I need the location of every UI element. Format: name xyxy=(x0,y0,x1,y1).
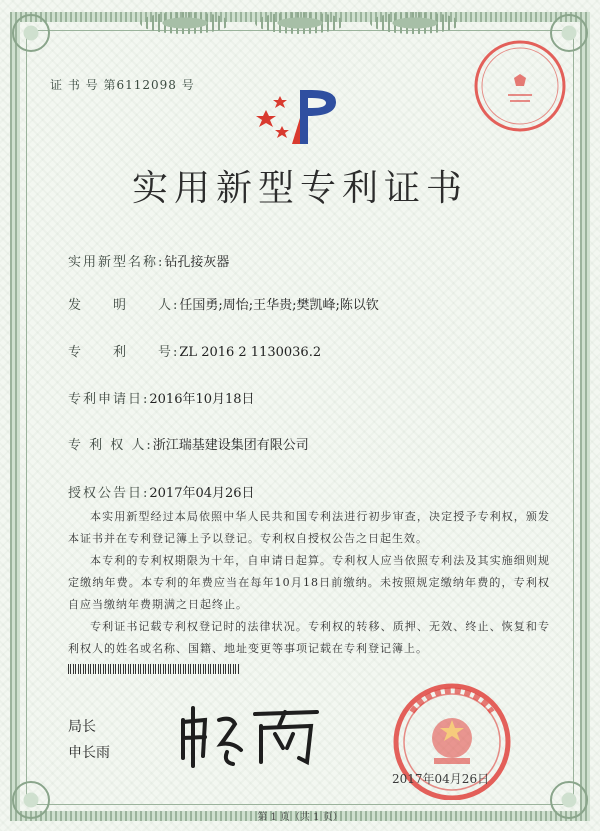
barcode xyxy=(68,664,240,674)
field-patent-number xyxy=(68,341,321,360)
field-value: 任国勇;周怡;王华贵;樊凯峰;陈以钦 xyxy=(179,298,379,313)
field-label: 发 明 人: xyxy=(68,298,180,313)
cnipa-logo-icon xyxy=(252,82,352,152)
signature-name: 申长雨 xyxy=(68,745,110,761)
handwritten-signature xyxy=(175,700,325,770)
top-ornament xyxy=(255,12,345,34)
top-ornament xyxy=(140,12,230,34)
field-value: 2017年04月26日 xyxy=(149,486,255,501)
field-label: 专利申请日: xyxy=(68,392,150,407)
signature-title: 局长 xyxy=(68,719,96,735)
field-patentee xyxy=(68,434,309,453)
field-value: 2016年10月18日 xyxy=(149,392,255,407)
body-paragraph: 专利证书记载专利权登记时的法律状况。专利权的转移、质押、无效、终止、恢复和专利权人的姓名或名称、国籍、地址变更等事项记载在专利登记簿上。 xyxy=(68,620,550,655)
field-grant-announcement-date xyxy=(68,482,255,501)
field-inventors xyxy=(68,294,379,313)
field-value: ZL 2016 2 1130036.2 xyxy=(179,345,322,360)
small-seal-icon xyxy=(472,38,568,134)
grant-date: 2017年04月26日 xyxy=(392,772,490,786)
certificate-body xyxy=(68,506,550,660)
field-utility-model-name xyxy=(68,251,229,270)
field-label: 专 利 权 人: xyxy=(68,438,153,453)
field-application-date xyxy=(68,388,255,407)
field-label: 实用新型名称: xyxy=(68,255,165,270)
field-label: 专 利 号: xyxy=(68,345,180,360)
top-ornament xyxy=(370,12,460,34)
body-paragraph: 本实用新型经过本局依照中华人民共和国专利法进行初步审查，决定授予专利权，颁发本证书并在专利登记簿上予以登记。专利权自授权公告之日起生效。 xyxy=(68,510,550,545)
certificate-number: 证 书 号 第6112098 号 xyxy=(50,78,195,92)
field-value: 浙江瑞基建设集团有限公司 xyxy=(152,438,309,453)
field-value: 钻孔接灰器 xyxy=(164,255,230,270)
certificate-title: 实用新型专利证书 xyxy=(131,168,468,209)
corner-ornament xyxy=(12,14,50,52)
page-footer: 第 1 页（共 1 页） xyxy=(257,812,343,823)
field-label: 授权公告日: xyxy=(68,486,150,501)
body-paragraph: 本专利的专利权期限为十年，自申请日起算。专利权人应当依照专利法及其实施细则规定缴纳年费。本专利的年费应当在每年10月18日前缴纳。未按照规定缴纳年费的，专利权自应当缴纳年费期满之日起终止。 xyxy=(68,554,550,611)
